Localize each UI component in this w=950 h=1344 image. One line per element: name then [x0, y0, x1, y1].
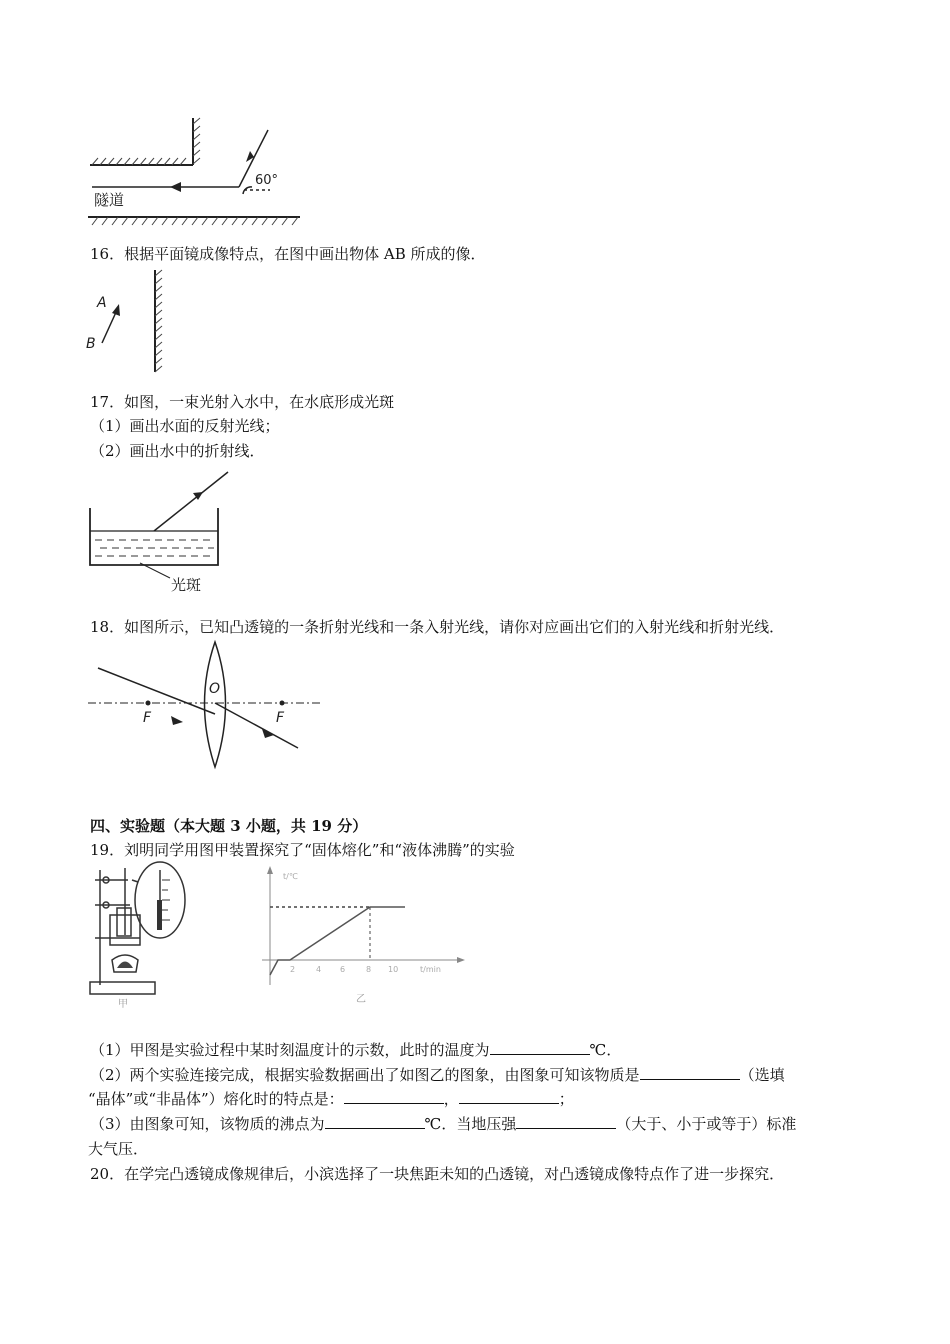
x-tick-10: 10: [388, 965, 399, 974]
section-4-title: 四、实验题（本大题 3 小题，共 19 分）: [90, 817, 368, 835]
graph-ylabel: t/℃: [283, 872, 298, 881]
spot-label: 光斑: [171, 576, 202, 594]
x-tick-8: 8: [366, 965, 372, 974]
blank-pressure[interactable]: [516, 1114, 616, 1129]
blank-temperature[interactable]: [490, 1040, 590, 1055]
blank-feature-1[interactable]: [344, 1089, 444, 1104]
x-tick-4: 4: [316, 965, 322, 974]
blank-boiling-point[interactable]: [325, 1114, 425, 1129]
blank-feature-2[interactable]: [459, 1089, 559, 1104]
question-17: 17．如图，一束光射入水中，在水底形成光斑: [90, 393, 395, 411]
x-tick-6: 6: [340, 965, 346, 974]
question-19-sub1: （1）甲图是实验过程中某时刻温度计的示数，此时的温度为 ℃．: [90, 1041, 622, 1059]
label-f-left: F: [143, 710, 152, 726]
blank-substance-type[interactable]: [640, 1065, 740, 1080]
label-b: B: [86, 336, 96, 352]
question-18: 18．如图所示，已知凸透镜的一条折射光线和一条入射光线，请你对应画出它们的入射光线和折射光线．: [90, 618, 785, 636]
question-19-sub2: （2）两个实验连接完成，根据实验数据画出了如图乙的图象，由图象可知该物质是 （选填: [90, 1066, 785, 1084]
tunnel-label: 隧道: [94, 191, 125, 209]
question-16: 16．根据平面镜成像特点，在图中画出物体 AB 所成的像．: [90, 245, 486, 263]
question-17-sub2: （2）画出水中的折射线．: [90, 442, 265, 460]
graph-caption: 乙: [356, 994, 366, 1005]
apparatus-caption: 甲: [118, 999, 128, 1010]
question-20: 20．在学完凸透镜成像规律后，小滨选择了一块焦距未知的凸透镜，对凸透镜成像特点作了进一步探究．: [90, 1165, 785, 1183]
question-19: 19．刘明同学用图甲装置探究了“固体熔化”和“液体沸腾”的实验: [90, 841, 515, 859]
label-f-right: F: [276, 710, 285, 726]
question-19-sub2-cont: “晶体”或“非晶体”）熔化时的特点是： ， ；: [88, 1090, 574, 1108]
x-tick-2: 2: [290, 965, 296, 974]
angle-label: 60°: [255, 173, 279, 188]
question-19-sub3: （3）由图象可知，该物质的沸点为 ℃．当地压强 （大于、小于或等于）标准: [90, 1115, 797, 1133]
graph-xlabel: t/min: [420, 965, 441, 974]
question-17-sub1: （1）画出水面的反射光线；: [90, 417, 280, 435]
question-19-sub3-cont: 大气压．: [88, 1140, 149, 1158]
label-o: O: [209, 681, 221, 697]
label-a: A: [97, 295, 107, 311]
